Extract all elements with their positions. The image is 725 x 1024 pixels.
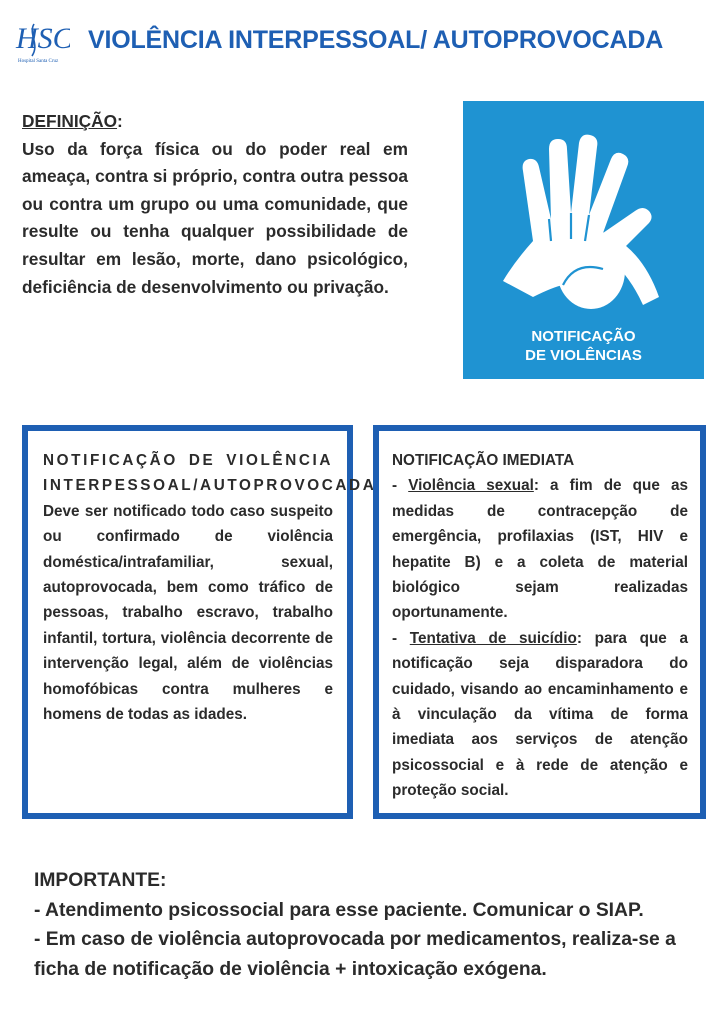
definition-heading: DEFINIÇÃO xyxy=(22,111,118,131)
panel-caption xyxy=(463,327,704,365)
item1-text: : a fim de que as medidas de contracepção de emergência, profilaxias (IST, HIV e hepatite B) e a coleta de material biológico sejam realizadas oportunamente. xyxy=(392,477,688,622)
box-right-heading: NOTIFICAÇÃO IMEDIATA xyxy=(392,452,575,469)
box-left-text: Deve ser notificado todo caso suspeito ou confirmado de violência doméstica/intrafamiliar, sexual, autoprovocada, bem como tráfico de pessoas, trabalho escravo, trabalho infantil, tortura, violência decorrente de intervenção legal, além de violências homofóbicas contra mulheres e homens de todas as idades. xyxy=(43,502,333,724)
panel-caption-line1: NOTIFICAÇÃO xyxy=(531,328,636,345)
important-heading: IMPORTANTE: xyxy=(34,870,167,891)
page-title: VIOLÊNCIA INTERPESSOAL/ AUTOPROVOCADA xyxy=(88,26,664,54)
item2-text: : para que a notificação seja disparadora do cuidado, visando ao encaminhamento e à vinculação da vítima de forma imediata aos serviços de atenção psicossocial e à rede de atenção e proteção social. xyxy=(392,629,688,800)
important-section xyxy=(34,866,706,984)
box-right-item1 xyxy=(392,473,688,625)
definition-section xyxy=(22,108,408,301)
important-line1: - Atendimento psicossocial para esse paciente. Comunicar o SIAP. xyxy=(34,899,644,921)
hospital-logo xyxy=(14,16,70,72)
important-line2: - Em caso de violência autoprovocada por medicamentos, realiza-se a ficha de notificação de violência + intoxicação exógena. xyxy=(34,929,676,980)
definition-heading-colon: : xyxy=(117,111,123,131)
logo-subtext: Hospital Santa Cruz xyxy=(18,59,59,64)
immediate-notification-box xyxy=(373,425,706,819)
item1-prefix: - xyxy=(392,477,409,495)
box-right-item2 xyxy=(392,626,688,804)
notification-illustration-panel xyxy=(463,101,704,379)
notification-info-box xyxy=(22,425,377,819)
box-left-heading: NOTIFICAÇÃO DE VIOLÊNCIA INTERPESSOAL/AUTOPROVOCADA xyxy=(43,452,377,495)
item1-label: Violência sexual xyxy=(408,477,534,495)
logo-lettering: HSC xyxy=(16,22,70,55)
panel-caption-line2: DE VIOLÊNCIAS xyxy=(525,347,642,364)
item2-prefix: - xyxy=(392,629,410,647)
item2-label: Tentativa de suicídio xyxy=(409,629,577,647)
definition-text: Uso da força física ou do poder real em ameaça, contra si próprio, contra outra pessoa ou contra um grupo ou uma comunidade, que resulte ou tenha qualquer possibilidade de resultar em lesão, morte, dano psicológico, deficiência de desenvolvimento ou privação. xyxy=(22,138,408,297)
